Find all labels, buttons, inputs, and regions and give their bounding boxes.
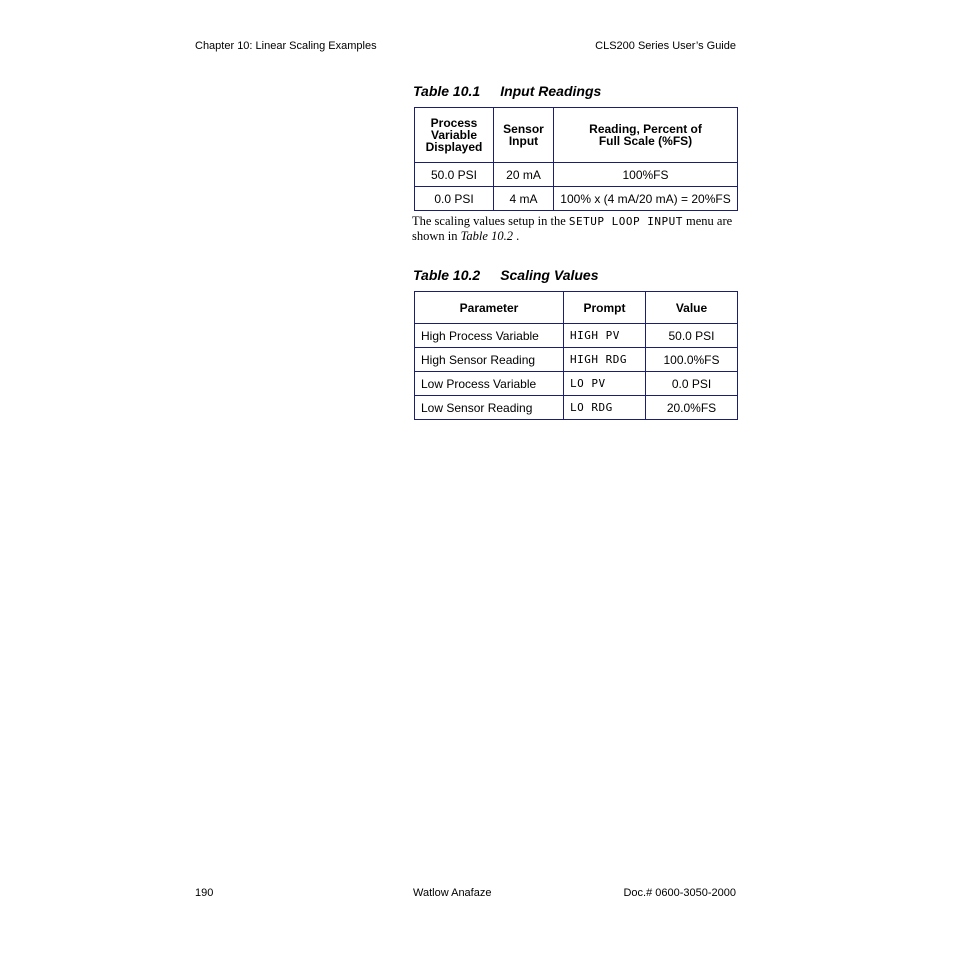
table2-cell-prompt: HIGH PV xyxy=(564,324,646,348)
header-guide-title: CLS200 Series User’s Guide xyxy=(595,40,736,52)
table2-cell-parameter: Low Process Variable xyxy=(415,372,564,396)
table2-cell-value: 100.0%FS xyxy=(646,348,738,372)
table2-header-parameter: Parameter xyxy=(415,292,564,324)
table2-cell-prompt: LO RDG xyxy=(564,396,646,420)
table1-cell-reading: 100%FS xyxy=(554,163,738,187)
table1-cell-input: 20 mA xyxy=(494,163,554,187)
table1-header-row xyxy=(415,108,738,163)
table2-cell-parameter: Low Sensor Reading xyxy=(415,396,564,420)
table-row xyxy=(415,372,738,396)
table1-header-input: Sensor Input xyxy=(494,108,554,163)
scaling-values-table xyxy=(414,291,738,420)
body-paragraph: The scaling values setup in the SETUP LOOP INPUT menu are shown in Table 10.2 . xyxy=(412,214,733,243)
table2-header-value: Value xyxy=(646,292,738,324)
table1-cell-input: 4 mA xyxy=(494,187,554,211)
table1-cell-reading: 100% x (4 mA/20 mA) = 20%FS xyxy=(554,187,738,211)
table-row xyxy=(415,163,738,187)
table2-caption xyxy=(413,267,599,283)
table2-cell-value: 50.0 PSI xyxy=(646,324,738,348)
table1-number: Table 10.1 xyxy=(413,83,481,99)
menu-name: SETUP LOOP INPUT xyxy=(568,215,683,228)
table-row xyxy=(415,187,738,211)
footer-company: Watlow Anafaze xyxy=(413,887,492,899)
table1-cell-pv: 0.0 PSI xyxy=(415,187,494,211)
table-row xyxy=(415,348,738,372)
header-chapter: Chapter 10: Linear Scaling Examples xyxy=(195,40,377,52)
footer-doc-number: Doc.# 0600-3050-2000 xyxy=(623,887,736,899)
table2-number: Table 10.2 xyxy=(413,267,481,283)
page-number: 190 xyxy=(195,887,214,899)
table2-header-prompt: Prompt xyxy=(564,292,646,324)
table2-cell-value: 0.0 PSI xyxy=(646,372,738,396)
table-row xyxy=(415,324,738,348)
table2-cell-prompt: HIGH RDG xyxy=(564,348,646,372)
table2-cell-parameter: High Sensor Reading xyxy=(415,348,564,372)
table-reference: Table 10.2 xyxy=(460,229,513,243)
table-row xyxy=(415,396,738,420)
table1-title: Input Readings xyxy=(500,83,602,99)
table1-header-reading: Reading, Percent of Full Scale (%FS) xyxy=(554,108,738,163)
table2-header-row xyxy=(415,292,738,324)
table2-cell-parameter: High Process Variable xyxy=(415,324,564,348)
table1-header-pv: Process Variable Displayed xyxy=(415,108,494,163)
table2-cell-prompt: LO PV xyxy=(564,372,646,396)
table2-title: Scaling Values xyxy=(500,267,599,283)
table1-cell-pv: 50.0 PSI xyxy=(415,163,494,187)
input-readings-table xyxy=(414,107,738,211)
table1-caption xyxy=(413,83,601,99)
table2-cell-value: 20.0%FS xyxy=(646,396,738,420)
